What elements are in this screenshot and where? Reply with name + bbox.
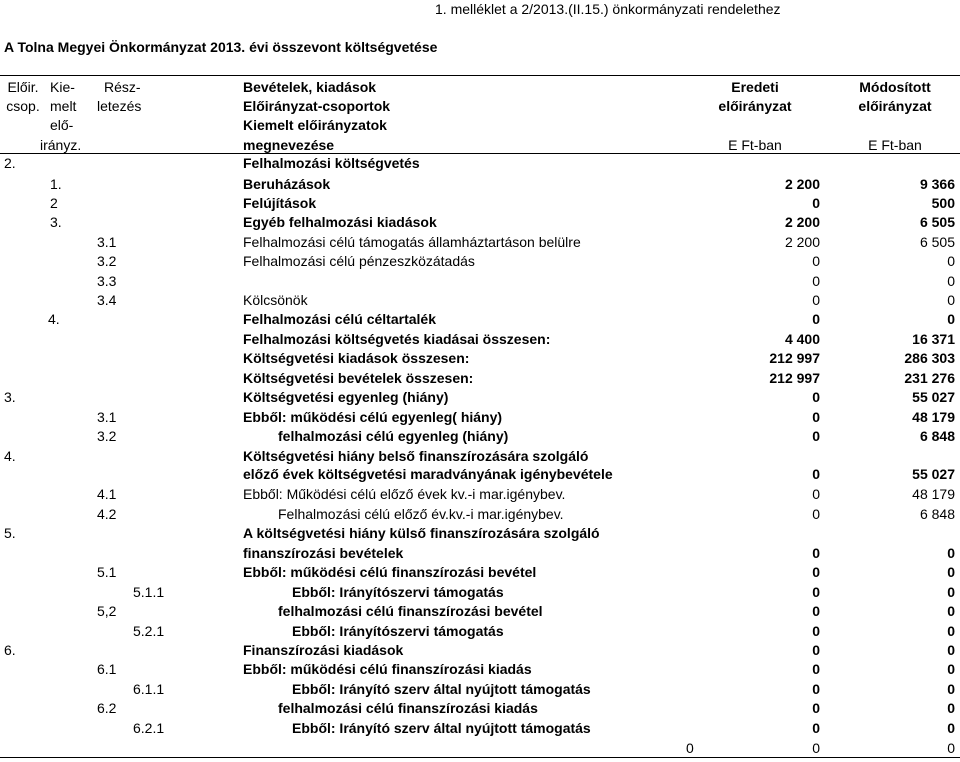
row-modified-value: 48 179 xyxy=(912,486,955,502)
header-col2-line3: elő- xyxy=(50,117,74,133)
row-modified-value: 0 xyxy=(947,292,955,308)
row-modified-value: 0 xyxy=(947,545,955,561)
row-group-number: 3. xyxy=(4,389,16,405)
row-group-number: 4. xyxy=(4,448,16,464)
row-original-value: 0 xyxy=(812,720,820,736)
header-col5-line1: Eredeti xyxy=(731,79,779,95)
table-top-border xyxy=(0,75,960,76)
row-name: Finanszírozási kiadások xyxy=(243,642,404,658)
table-bottom-border xyxy=(0,757,960,758)
row-item-number: 3.1 xyxy=(97,409,117,425)
row-modified-value: 0 xyxy=(947,253,955,269)
document-title: A Tolna Megyei Önkormányzat 2013. évi összevont költségvetése xyxy=(4,39,438,55)
footer-left-value: 0 xyxy=(686,740,694,756)
row-modified-value: 0 xyxy=(947,564,955,580)
row-name: felhalmozási célú finanszírozási kiadás xyxy=(278,700,538,716)
header-col2-line2: melt xyxy=(50,98,77,114)
header-col4-line2: Előirányzat-csoportok xyxy=(243,98,391,114)
header-col1-line2: csop. xyxy=(6,98,40,114)
row-original-value: 0 xyxy=(812,273,820,289)
row-group-number: 2. xyxy=(4,155,16,171)
row-original-value: 0 xyxy=(812,389,820,405)
row-name: Ebből: Irányítószervi támogatás xyxy=(292,584,504,600)
row-modified-value: 16 371 xyxy=(912,331,955,347)
row-modified-value: 55 027 xyxy=(912,466,955,482)
row-original-value: 0 xyxy=(812,428,820,444)
row-original-value: 0 xyxy=(812,466,820,482)
header-col6-line2: előirányzat xyxy=(858,98,932,114)
row-original-value: 2 200 xyxy=(784,214,820,230)
row-original-value: 0 xyxy=(812,311,820,327)
header-col6-line1: Módosított xyxy=(859,79,931,95)
row-group-number: 6. xyxy=(4,642,16,658)
row-item-number: 3.4 xyxy=(97,292,117,308)
row-original-value: 0 xyxy=(812,584,820,600)
row-name: Ebből: működési célú egyenleg( hiány) xyxy=(243,409,503,425)
row-item-number: 5.1 xyxy=(97,564,117,580)
row-item-number: 3.2 xyxy=(97,253,117,269)
row-group-number: 5. xyxy=(4,525,16,541)
row-modified-value: 0 xyxy=(947,273,955,289)
header-col4-line1: Bevételek, kiadások xyxy=(243,79,377,95)
header-bottom-border xyxy=(0,153,960,154)
row-modified-value: 0 xyxy=(947,720,955,736)
row-name: Költségvetési hiány belső finanszírozására szolgáló xyxy=(243,448,589,464)
row-item-number: 3.3 xyxy=(97,273,117,289)
row-subgroup-number: 3. xyxy=(50,214,62,230)
header-col2-line4: irányz. xyxy=(40,137,82,153)
row-original-value: 2 200 xyxy=(784,176,820,192)
row-name: Felhalmozási célú céltartalék xyxy=(243,311,436,327)
row-modified-value: 55 027 xyxy=(912,389,955,405)
row-item-number: 6.1.1 xyxy=(133,681,165,697)
row-item-number: 6.2 xyxy=(97,700,117,716)
row-name: finanszírozási bevételek xyxy=(243,545,404,561)
row-original-value: 0 xyxy=(812,409,820,425)
header-col3-line1: Rész- xyxy=(104,79,141,95)
row-subgroup-number: 2 xyxy=(50,195,58,211)
row-modified-value: 0 xyxy=(947,603,955,619)
row-original-value: 212 997 xyxy=(769,350,820,366)
row-original-value: 0 xyxy=(812,195,820,211)
row-subgroup-number: 4. xyxy=(48,311,60,327)
row-original-value: 0 xyxy=(812,603,820,619)
row-item-number: 6.1 xyxy=(97,661,117,677)
row-original-value: 2 200 xyxy=(784,234,820,250)
header-col3-line2: letezés xyxy=(97,98,142,114)
row-item-number: 3.2 xyxy=(97,428,117,444)
row-original-value: 4 400 xyxy=(784,331,820,347)
row-item-number: 5.2.1 xyxy=(133,623,165,639)
row-modified-value: 0 xyxy=(947,700,955,716)
row-modified-value: 6 505 xyxy=(919,234,955,250)
row-subgroup-number: 1. xyxy=(50,176,62,192)
row-original-value: 0 xyxy=(812,564,820,580)
header-col5-unit: E Ft-ban xyxy=(728,137,782,153)
row-item-number: 5,2 xyxy=(97,603,117,619)
row-name: Ebből: működési célú finanszírozási kiadás xyxy=(243,661,532,677)
row-item-number: 5.1.1 xyxy=(133,584,165,600)
row-original-value: 0 xyxy=(812,700,820,716)
row-modified-value: 6 505 xyxy=(919,214,955,230)
row-name: Felújítások xyxy=(243,195,317,211)
row-modified-value: 0 xyxy=(947,311,955,327)
footer-modified-value: 0 xyxy=(947,740,955,756)
row-modified-value: 500 xyxy=(931,195,955,211)
header-col4-line3: Kiemelt előirányzatok xyxy=(243,117,387,133)
row-name: Költségvetési egyenleg (hiány) xyxy=(243,389,449,405)
row-modified-value: 9 366 xyxy=(919,176,955,192)
row-original-value: 0 xyxy=(812,506,820,522)
row-name: Költségvetési bevételek összesen: xyxy=(243,370,474,386)
row-original-value: 0 xyxy=(812,486,820,502)
row-modified-value: 48 179 xyxy=(912,409,955,425)
row-item-number: 6.2.1 xyxy=(133,720,165,736)
row-modified-value: 286 303 xyxy=(904,350,955,366)
row-name: Beruházások xyxy=(243,176,331,192)
row-name: felhalmozási célú egyenleg (hiány) xyxy=(278,428,509,444)
row-original-value: 0 xyxy=(812,545,820,561)
row-name: Ebből: működési célú finanszírozási bevétel xyxy=(243,564,537,580)
row-name: Egyéb felhalmozási kiadások xyxy=(243,214,437,230)
row-modified-value: 6 848 xyxy=(919,506,955,522)
header-col4-line4: megnevezése xyxy=(243,137,335,153)
row-name: Ebből: Működési célú előző évek kv.-i mar.igénybev. xyxy=(243,486,566,502)
row-item-number: 4.1 xyxy=(97,486,117,502)
row-original-value: 0 xyxy=(812,253,820,269)
row-item-number: 3.1 xyxy=(97,234,117,250)
row-modified-value: 0 xyxy=(947,584,955,600)
row-name: Kölcsönök xyxy=(243,292,308,308)
row-modified-value: 6 848 xyxy=(919,428,955,444)
row-original-value: 0 xyxy=(812,292,820,308)
header-col1-line1: Előir. xyxy=(7,79,39,95)
row-name: Ebből: Irányító szerv által nyújtott támogatás xyxy=(292,681,591,697)
row-original-value: 0 xyxy=(812,623,820,639)
row-modified-value: 0 xyxy=(947,623,955,639)
row-original-value: 0 xyxy=(812,642,820,658)
row-name: Ebből: Irányító szerv által nyújtott támogatás xyxy=(292,720,591,736)
row-modified-value: 0 xyxy=(947,681,955,697)
row-modified-value: 231 276 xyxy=(904,370,955,386)
row-name: Felhalmozási költségvetés kiadásai összesen: xyxy=(243,331,551,347)
header-col2-line1: Kie- xyxy=(50,79,75,95)
row-original-value: 212 997 xyxy=(769,370,820,386)
row-name: Felhalmozási költségvetés xyxy=(243,155,420,171)
row-original-value: 0 xyxy=(812,681,820,697)
row-name: felhalmozási célú finanszírozási bevétel xyxy=(278,603,543,619)
row-item-number: 4.2 xyxy=(97,506,117,522)
row-name: Felhalmozási célú támogatás államháztartáson belülre xyxy=(243,234,581,250)
row-modified-value: 0 xyxy=(947,642,955,658)
row-name: Felhalmozási célú pénzeszközátadás xyxy=(243,253,475,269)
header-col6-unit: E Ft-ban xyxy=(868,137,922,153)
row-name: Költségvetési kiadások összesen: xyxy=(243,350,470,366)
row-name: előző évek költségvetési maradványának igénybevétele xyxy=(243,466,613,482)
row-name: Ebből: Irányítószervi támogatás xyxy=(292,623,504,639)
row-original-value: 0 xyxy=(812,661,820,677)
row-modified-value: 0 xyxy=(947,661,955,677)
header-col5-line2: előirányzat xyxy=(718,98,792,114)
footer-original-value: 0 xyxy=(812,740,820,756)
annex-reference: 1. melléklet a 2/2013.(II.15.) önkormányzati rendelethez xyxy=(435,1,781,17)
row-name: A költségvetési hiány külső finanszírozására szolgáló xyxy=(243,525,600,541)
row-name: Felhalmozási célú előző év.kv.-i mar.igénybev. xyxy=(278,506,564,522)
